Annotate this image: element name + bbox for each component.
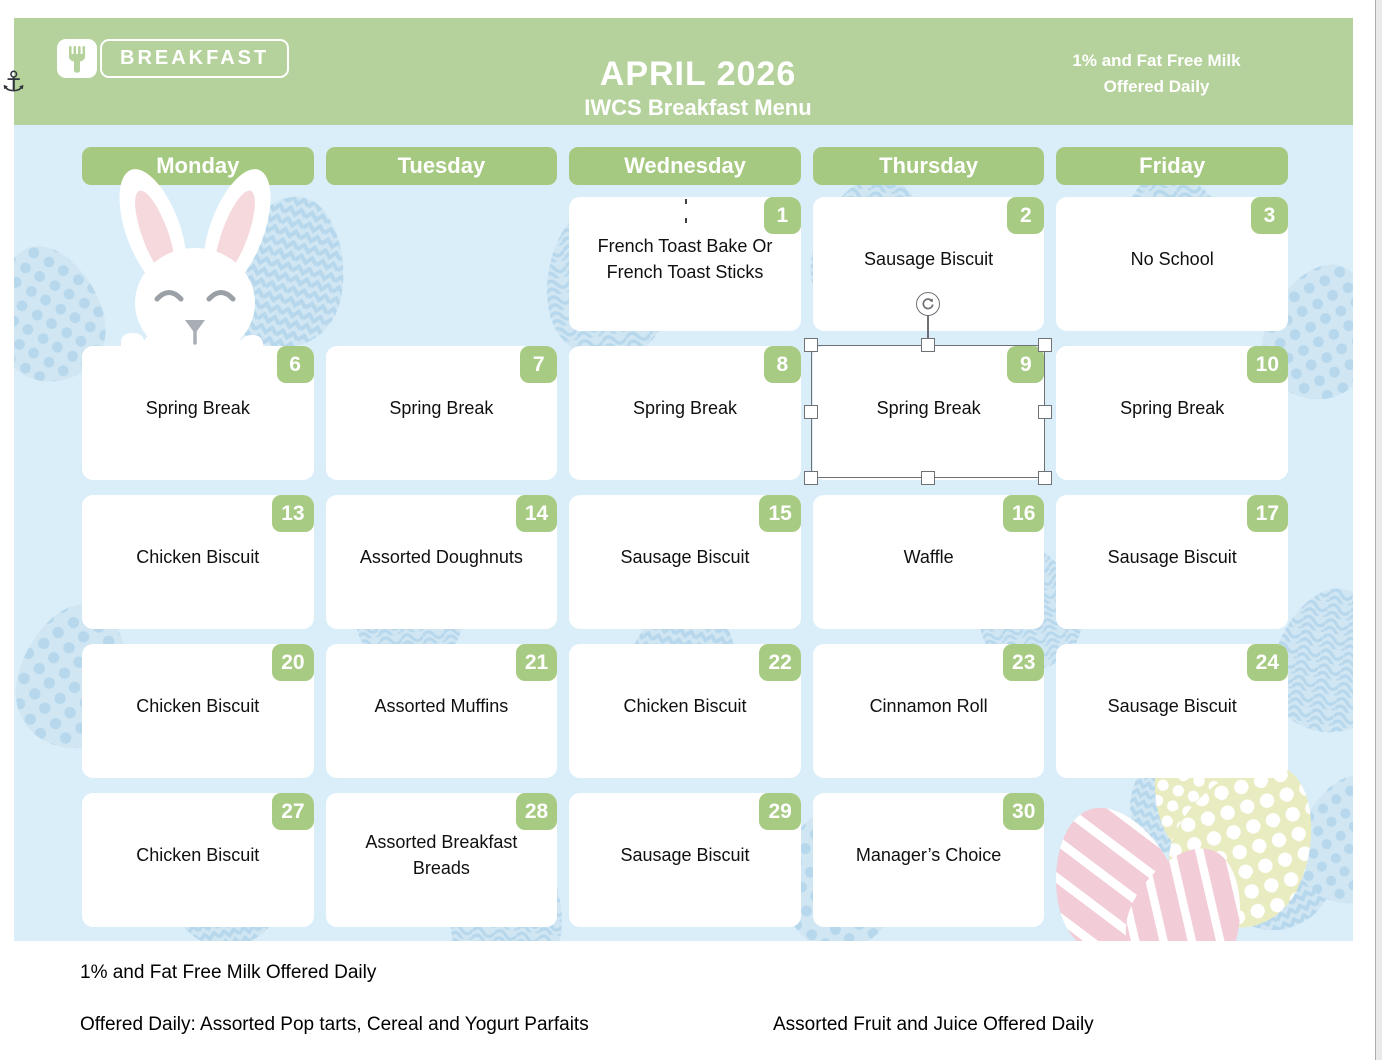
menu-item-label: Chicken Biscuit [623, 696, 747, 716]
day-header-tuesday[interactable]: Tuesday [326, 147, 558, 185]
page-title: APRIL 2026 [599, 55, 797, 93]
date-badge: 24 [1247, 644, 1288, 681]
rotate-handle-icon[interactable] [916, 292, 940, 316]
menu-item-label: Chicken Biscuit [136, 696, 260, 716]
date-badge: 29 [759, 793, 800, 830]
menu-item-label: Sausage Biscuit [620, 845, 750, 865]
resize-handle-bottom-center[interactable] [921, 471, 935, 485]
header-band [14, 18, 1353, 125]
milk-note-line1: 1% and Fat Free Milk [1072, 51, 1241, 70]
menu-item-label: Spring Break [389, 398, 494, 418]
calendar-cell-7[interactable] [326, 346, 558, 480]
calendar-cell-8[interactable] [569, 346, 801, 480]
date-badge: 20 [272, 644, 313, 681]
date-badge: 3 [1251, 197, 1288, 234]
menu-item-label: Assorted Muffins [374, 696, 509, 716]
calendar-cell-30[interactable] [813, 793, 1045, 927]
date-badge: 17 [1247, 495, 1288, 532]
resize-handle-top-center[interactable] [921, 338, 935, 352]
menu-item-label: Assorted Doughnuts [359, 547, 523, 567]
date-badge: 10 [1247, 346, 1288, 383]
date-badge: 9 [1007, 346, 1044, 383]
breakfast-badge[interactable] [57, 39, 289, 78]
page-subtitle: IWCS Breakfast Menu [584, 95, 812, 120]
selection-box [811, 345, 1046, 478]
date-badge: 7 [520, 346, 557, 383]
calendar-cell-1[interactable] [569, 197, 801, 331]
calendar-cell-6[interactable] [82, 346, 314, 480]
menu-item-label: Sausage Biscuit [864, 249, 994, 269]
calendar-cell-13[interactable] [82, 495, 314, 629]
anchor-icon: ⚓ [1, 66, 27, 97]
menu-item-label: Chicken Biscuit [136, 845, 260, 865]
menu-item-label: French Toast Bake Or French Toast Sticks [597, 236, 773, 282]
calendar-cell-22[interactable] [569, 644, 801, 778]
calendar-week-row [82, 495, 1288, 629]
date-badge: 30 [1003, 793, 1044, 830]
calendar-cell-20[interactable] [82, 644, 314, 778]
calendar-week-row [82, 644, 1288, 778]
calendar-cell-28[interactable] [326, 793, 558, 927]
calendar-cell-27[interactable] [82, 793, 314, 927]
calendar-cell-15[interactable] [569, 495, 801, 629]
calendar-week-row [82, 346, 1288, 480]
menu-item-label: No School [1130, 249, 1214, 269]
calendar-cell-3[interactable] [1056, 197, 1288, 331]
calendar-cell-21[interactable] [326, 644, 558, 778]
calendar-cell-24[interactable] [1056, 644, 1288, 778]
text-cursor-marks [685, 199, 688, 223]
footer-offered-daily-note[interactable]: Offered Daily: Assorted Pop tarts, Cereal and Yogurt Parfaits [80, 1014, 589, 1035]
date-badge: 22 [759, 644, 800, 681]
menu-item-label: Sausage Biscuit [1107, 547, 1237, 567]
window-right-edge[interactable] [1375, 0, 1382, 1060]
resize-handle-bottom-left[interactable] [804, 471, 818, 485]
menu-item-label: Spring Break [632, 398, 738, 418]
calendar-cell-10[interactable] [1056, 346, 1288, 480]
day-header-friday[interactable]: Friday [1056, 147, 1288, 185]
milk-note[interactable] [1029, 48, 1284, 100]
empty-day-slot [326, 197, 558, 331]
calendar-cell-23[interactable] [813, 644, 1045, 778]
milk-note-line2: Offered Daily [1103, 77, 1210, 96]
date-badge: 13 [272, 495, 313, 532]
menu-item-label: Chicken Biscuit [136, 547, 260, 567]
breakfast-badge-label: BREAKFAST [120, 47, 270, 69]
fork-icon [57, 39, 97, 78]
date-badge: 21 [516, 644, 557, 681]
date-badge: 6 [277, 346, 314, 383]
footer-milk-note[interactable]: 1% and Fat Free Milk Offered Daily [80, 962, 377, 983]
resize-handle-middle-right[interactable] [1038, 405, 1052, 419]
menu-item-label: Spring Break [876, 398, 981, 418]
menu-item-label: Assorted Breakfast Breads [365, 832, 518, 878]
calendar-cell-9[interactable] [813, 346, 1045, 480]
date-badge: 14 [516, 495, 557, 532]
calendar-week-row [82, 793, 1288, 927]
day-header-thursday[interactable]: Thursday [813, 147, 1045, 185]
breakfast-badge-frame [100, 39, 289, 78]
date-badge: 27 [272, 793, 313, 830]
date-badge: 23 [1003, 644, 1044, 681]
calendar-cell-17[interactable] [1056, 495, 1288, 629]
footer-fruit-juice-note[interactable]: Assorted Fruit and Juice Offered Daily [773, 1014, 1094, 1035]
date-badge: 16 [1003, 495, 1044, 532]
calendar-cell-16[interactable] [813, 495, 1045, 629]
menu-item-label: Sausage Biscuit [620, 547, 750, 567]
resize-handle-top-right[interactable] [1038, 338, 1052, 352]
resize-handle-top-left[interactable] [804, 338, 818, 352]
menu-item-label: Sausage Biscuit [1107, 696, 1237, 716]
menu-item-label: Spring Break [145, 398, 250, 418]
menu-item-label: Manager’s Choice [855, 845, 1002, 865]
menu-item-label: Cinnamon Roll [869, 696, 988, 716]
title-block[interactable] [498, 54, 898, 122]
day-header-wednesday[interactable]: Wednesday [569, 147, 801, 185]
date-badge: 28 [516, 793, 557, 830]
calendar-cell-29[interactable] [569, 793, 801, 927]
resize-handle-middle-left[interactable] [804, 405, 818, 419]
calendar-cell-14[interactable] [326, 495, 558, 629]
resize-handle-bottom-right[interactable] [1038, 471, 1052, 485]
date-badge: 8 [764, 346, 801, 383]
date-badge: 15 [759, 495, 800, 532]
menu-item-label: Waffle [903, 547, 954, 567]
easter-bunny-illustration[interactable] [91, 168, 299, 359]
date-badge: 2 [1007, 197, 1044, 234]
menu-item-label: Spring Break [1120, 398, 1225, 418]
day-header-monday[interactable]: Monday [82, 147, 314, 185]
date-badge: 1 [764, 197, 801, 234]
empty-day-slot [1056, 793, 1288, 927]
